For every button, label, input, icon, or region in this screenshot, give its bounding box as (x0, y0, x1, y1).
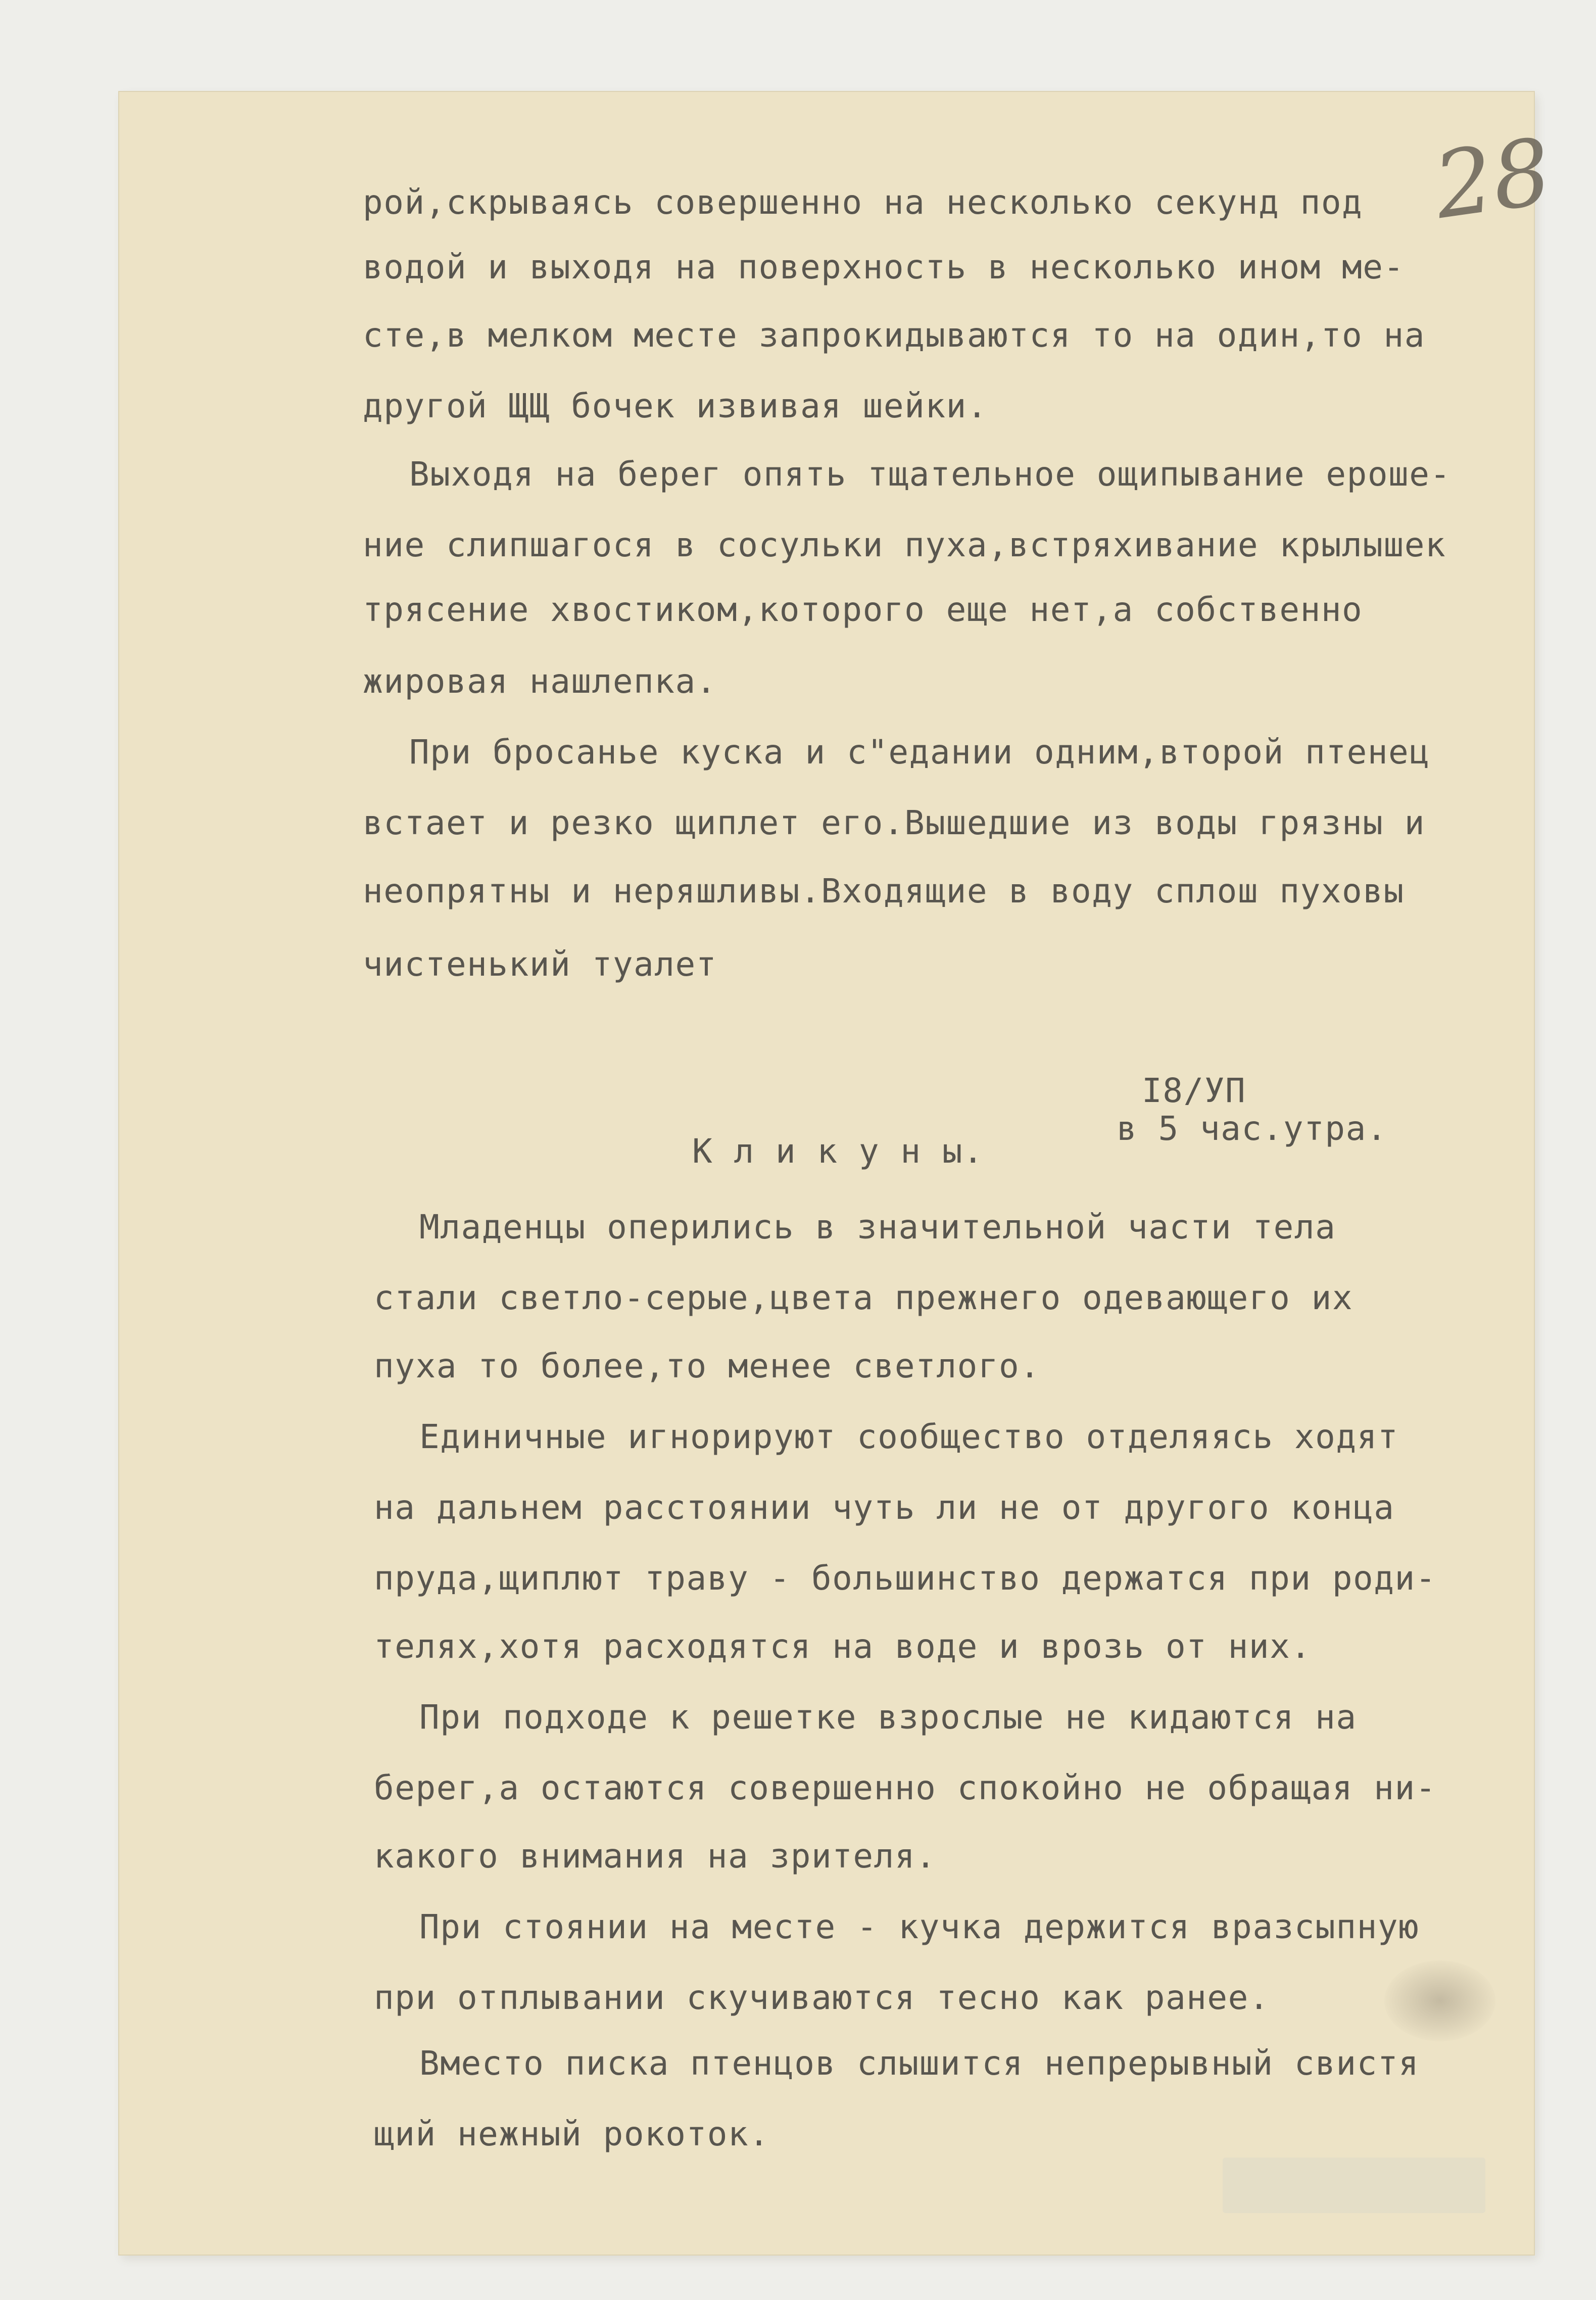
text-line: при отплывании скучиваются тесно как ранее. (374, 1978, 1270, 2017)
text-line: сте,в мелком месте запрокидываются то на один,то на (363, 316, 1426, 355)
text-line: трясение хвостиком,которого еще нет,а собственно (363, 590, 1363, 629)
text-line: пруда,щиплют траву - большинство держатся при роди- (374, 1559, 1437, 1598)
text-line: рой,скрываясь совершенно на несколько секунд под (363, 183, 1363, 222)
text-line: жировая нашлепка. (363, 662, 717, 701)
text-line: встает и резко щиплет его.Вышедшие из воды грязны и (363, 803, 1426, 842)
entry-date: I8/УП (1142, 1071, 1246, 1110)
text-line: водой и выходя на поверхность в несколько ином ме- (363, 248, 1405, 286)
text-line: другой ЩЩ бочек извивая шейки. (363, 387, 988, 425)
text-line: При бросанье куска и с"едании одним,второй птенец (409, 733, 1430, 772)
ink-smudge (1384, 1960, 1495, 2041)
text-line: на дальнем расстоянии чуть ли не от другого конца (374, 1488, 1395, 1527)
text-line: Единичные игнорируют сообщество отделяясь ходят (419, 1417, 1399, 1456)
text-line: щий нежный рокоток. (374, 2115, 770, 2153)
text-line: какого внимания на зрителя. (374, 1837, 937, 1876)
entry-time: в 5 час.утра. (1117, 1109, 1388, 1148)
text-line: телях,хотя расходятся на воде и врозь от них. (374, 1627, 1312, 1666)
text-line: берег,а остаются совершенно спокойно не обращая ни- (374, 1768, 1437, 1807)
text-line: При подходе к решетке взрослые не кидаются на (419, 1698, 1357, 1737)
text-line: Младенцы оперились в значительной части тела (419, 1208, 1336, 1247)
section-title: К л и к у н ы. (692, 1132, 984, 1171)
faint-stamp-mark (1223, 2158, 1485, 2213)
text-line: чистенький туалет (363, 945, 717, 984)
text-line: При стоянии на месте - кучка держится вразсыпную (419, 1907, 1420, 1946)
text-line: ние слипшагося в сосульки пуха,встряхивание крылышек (363, 525, 1446, 564)
handwritten-page-number: 28 (1428, 119, 1558, 239)
text-line: стали светло-серые,цвета прежнего одевающего их (374, 1278, 1353, 1317)
text-line: Выходя на берег опять тщательное ощипывание ероше- (409, 455, 1451, 494)
text-line: Вместо писка птенцов слышится непрерывный свистя (419, 2044, 1420, 2083)
text-line: неопрятны и неряшливы.Входящие в воду сплош пуховы (363, 872, 1405, 911)
text-line: пуха то более,то менее светлого. (374, 1347, 1041, 1385)
